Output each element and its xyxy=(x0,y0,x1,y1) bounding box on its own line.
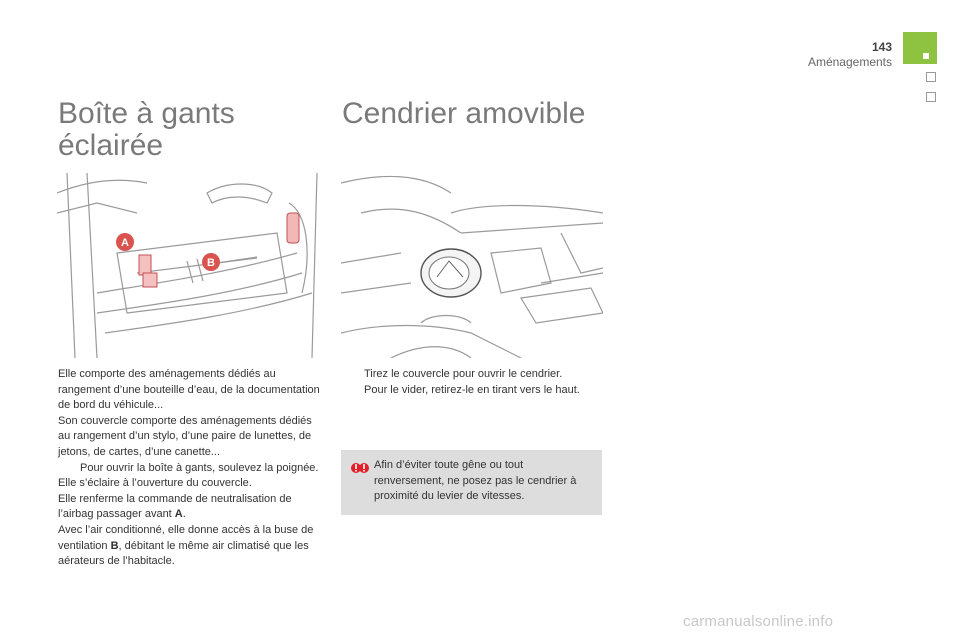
bullet-open-glove-box: Pour ouvrir la boîte à gants, soulevez la poignée. xyxy=(80,461,319,474)
warning-icon xyxy=(351,459,369,477)
bullet-open-ashtray: Tirez le couvercle pour ouvrir le cendrier. xyxy=(364,368,563,380)
glove-box-image xyxy=(57,173,319,358)
tab-square-2 xyxy=(926,92,936,102)
paragraph-1: Elle comporte des aménagements dédiés au rangement d’une bouteille d’eau, de la documentation de bord du véhicule... xyxy=(58,368,320,412)
section-name: Aménagements xyxy=(807,55,892,69)
paragraph-3: Elle s’éclaire à l’ouverture du couvercle. xyxy=(58,477,252,490)
glove-box-text xyxy=(58,367,320,570)
tab-dot xyxy=(923,53,929,59)
warning-box xyxy=(341,450,602,515)
tab-square-1 xyxy=(926,72,936,82)
glove-box-title: Boîte à gants éclairée xyxy=(58,97,235,162)
label-a: A xyxy=(121,237,129,249)
ashtray-title: Cendrier amovible xyxy=(342,97,586,130)
ashtray-text xyxy=(342,367,604,398)
page-number: 143 xyxy=(871,40,892,54)
label-b: B xyxy=(207,257,215,269)
paragraph-2: Son couvercle comporte des aménagements dédiés au rangement d’un stylo, d’une paire de lunettes, de jetons, de cartes, d’une canette... xyxy=(58,414,312,458)
watermark: carmanualsonline.info xyxy=(683,613,834,630)
bullet-empty-ashtray: Pour le vider, retirez-le en tirant vers le haut. xyxy=(364,383,580,396)
paragraph-5: Avec l’air conditionné, elle donne accès à la buse de ventilation B, débitant le même air climatisé que les aérateurs de l’habitacle. xyxy=(58,523,314,568)
section-tab xyxy=(903,32,937,64)
ashtray-image xyxy=(341,173,603,358)
warning-text: Afin d’éviter toute gêne ou tout renversement, ne posez pas le cendrier à proximité du levier de vitesses. xyxy=(374,459,577,503)
paragraph-4: Elle renferme la commande de neutralisation de l’airbag passager avant A. xyxy=(58,492,292,521)
